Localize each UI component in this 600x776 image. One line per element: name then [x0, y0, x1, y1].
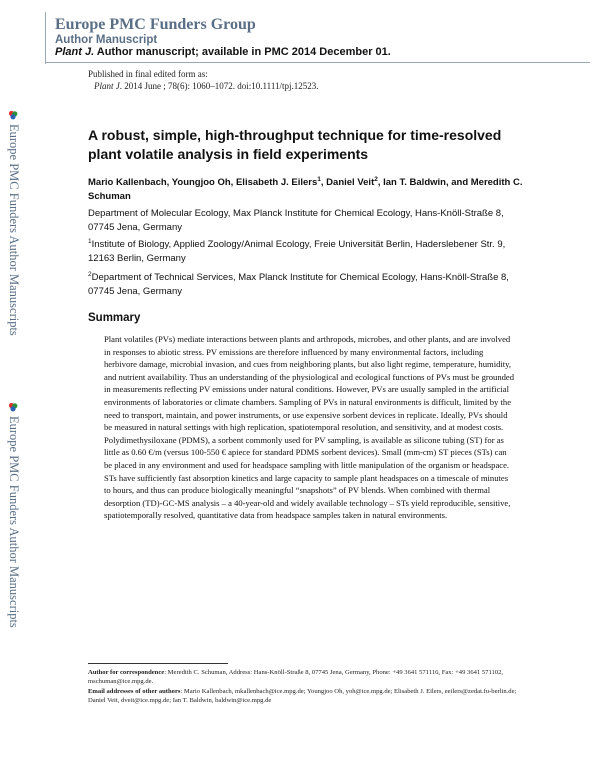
europepmc-logo-icon [8, 402, 18, 412]
summary-paragraph: Plant volatiles (PVs) mediate interactions between plants and arthropods, microbes, and other plants, and are involved in responses to abiotic stress. PV emissions are therefore influenced by many environmental factors, including herbivore damage, microbial invasion, and cues from neighboring plants, but also light regime, temperature, humidity, and nutrient availability. Thus an understanding of the physiological and ecological functions of PVs must be grounded in measurements reflecting PV emissions under natural conditions. However, PVs are usually sampled in the artificial environments of laboratories or climate chambers. Sampling of PVs in natural environments is difficult, limited by the need to transport, maintain, and power instruments, or use expensive sorbent devices in replicate. Ideally, PVs should be measured in natural settings with high replication, spatiotemporal resolution, and sensitivity, and at modest costs. Polydimethysiloxane (PDMS), a sorbent commonly used for PV sampling, is available as silicone tubing (ST) for as little as 0.60 €/m (versus 100-550 € apiece for standard PDMS sorbent devices). Small (mm-cm) ST pieces (STs) can be placed in any environment and used for headspace sampling with little manipulation of the organism or headspace. STs have sufficiently fast absorption kinetics and large capacity to sample plant headspaces on a timescale of minutes to hours, and thus can produce biologically meaningful “snapshots” of PV blends. When combined with thermal desorption (TD)-GC-MS analysis – a 40-year-old and widely available technology – STs yield reproducible, sensitive, spatiotemporally resolved, quantitative data from headspace samples taken in natural environments. [104, 334, 515, 521]
sidebar-label-bottom [0, 402, 26, 722]
author-names: , Ian T. Baldwin, and Meredith C. Schuman [88, 177, 523, 202]
author-names: Mario Kallenbach, Youngjoo Oh, Elisabeth J. Eilers [88, 177, 318, 188]
footnote-label: Email addresses of other authors [88, 688, 181, 695]
affiliation-1 [88, 238, 528, 266]
author-names: , Daniel Veit [320, 177, 375, 188]
affiliation-text: Institute of Biology, Applied Zoology/Animal Ecology, Freie Universität Berlin, Haderslebener Str. 9, 12163 Berlin, Germany [88, 239, 506, 264]
sidebar-text: Europe PMC Funders Author Manuscripts [7, 416, 21, 628]
affiliation-marker: 1 [317, 175, 321, 183]
funders-group-title: Europe PMC Funders Group [55, 16, 256, 33]
other-authors-footnote [88, 687, 528, 705]
published-info [88, 68, 319, 92]
europepmc-logo-icon [8, 110, 18, 120]
correspondence-footnote [88, 668, 528, 686]
affiliation-marker: 1 [88, 237, 92, 245]
footnote-rule [88, 663, 228, 664]
affiliation-main: Department of Molecular Ecology, Max Planck Institute for Chemical Ecology, Hans-Knöll-Straße 8, 07745 Jena, Germany [88, 208, 504, 233]
affiliation-2 [88, 271, 528, 299]
citation-journal: Plant J [94, 81, 120, 91]
footnote-text: : Meredith C. Schuman, Address: Hans-Knöll-Straße 8, 07745 Jena, Germany, Phone: +49 3641 571116, Fax: +49 3641 571102, mschuman@ice.mpg.de. [88, 669, 504, 685]
header-banner [0, 0, 600, 66]
footnote-text: : Mario Kallenbach, mkallenbach@ice.mpg.de; Youngjoo Oh, yoh@ice.mpg.de; Elisabeth J. Eilers, eeilers@zedat.fu-berlin.de; Daniel Veit, dveit@ice.mpg.de; Ian T. Baldwin, baldwin@ice.mpg.de [88, 688, 517, 704]
sidebar-label-top [0, 110, 26, 430]
journal-availability [55, 46, 391, 58]
published-label: Published in final edited form as: [88, 69, 208, 79]
affiliation-marker: 2 [88, 270, 92, 278]
journal-name: Plant J. [55, 46, 95, 58]
citation [88, 80, 319, 92]
affiliation-text: Department of Technical Services, Max Planck Institute for Chemical Ecology, Hans-Knöll-Straße 8, 07745 Jena, Germany [88, 272, 509, 297]
availability-text: Author manuscript; available in PMC 2014 December 01. [94, 46, 391, 58]
sidebar-text: Europe PMC Funders Author Manuscripts [7, 124, 21, 336]
citation-details: . 2014 June ; 78(6): 1060–1072. doi:10.1111/tpj.12523. [119, 81, 319, 91]
paper-title: A robust, simple, high-throughput technique for time-resolved plant volatile analysis in field experiments [88, 127, 502, 162]
header-rule [45, 62, 590, 63]
author-list [88, 176, 528, 204]
author-manuscript-label: Author Manuscript [55, 34, 158, 46]
footnote-label: Author for correspondence [88, 669, 165, 676]
affiliation-marker: 2 [374, 175, 378, 183]
summary-heading: Summary [88, 312, 141, 324]
header-divider-vertical [45, 12, 46, 64]
